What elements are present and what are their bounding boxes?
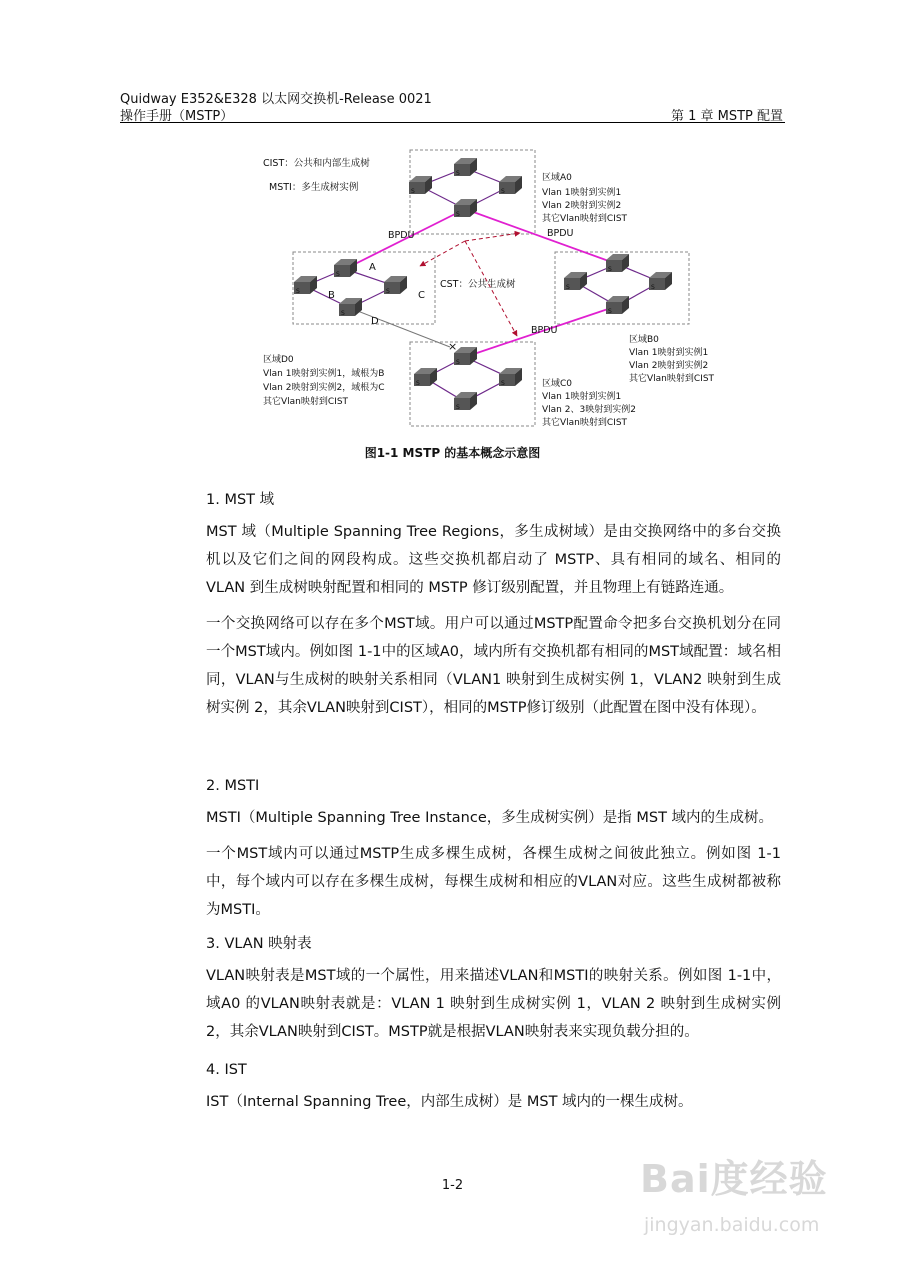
watermark-logo: Bai度经验: [640, 1157, 828, 1201]
cst-label: CST：公共生成树: [440, 279, 516, 290]
section-paragraph: MST 域（Multiple Spanning Tree Regions，多生成树域）是由交换网络中的多台交换机以及它们之间的网段构成。这些交换机都启动了 MSTP、具有相同的域名、相同的 VLAN 到生成树映射配置和相同的 MSTP 修订级别配置，并且物理上有链路连通。: [206, 524, 781, 596]
switch-d0-c: [384, 276, 407, 295]
svg-text:S: S: [411, 188, 415, 195]
section-paragraph: VLAN映射表是MST域的一个属性，用来描述VLAN和MSTI的映射关系。例如图 1-1中，域A0 的VLAN映射表就是：VLAN 1 映射到生成树实例 1，VLAN 2 映射到生成树实例 2，其余VLAN映射到CIST。MSTP就是根据VLAN映射表来实现负载分担的。: [206, 968, 781, 1040]
svg-text:S: S: [566, 284, 570, 291]
svg-text:S: S: [501, 188, 505, 195]
section-heading: 2. MSTI: [206, 778, 260, 794]
section-vlan-mapping: [206, 932, 781, 1054]
legend-cist: CIST：公共和内部生成树: [263, 158, 370, 169]
section-paragraph: 一个交换网络可以存在多个MST域。用户可以通过MSTP配置命令把多台交换机划分在同一个MST域内。例如图 1-1中的区域A0，域内所有交换机都有相同的MST域配置：域名相同，VLAN与生成树的映射关系相同（VLAN1 映射到生成树实例 1，VLAN2 映射到生成树实例 2，其余VLAN映射到CIST），相同的MSTP修订级别（此配置在图中没有体现）。: [206, 616, 781, 716]
svg-text:S: S: [456, 170, 460, 177]
node-c-label: C: [418, 290, 425, 301]
section-heading: 3. VLAN 映射表: [206, 936, 312, 952]
region-a0-text: 区域A0 Vlan 1映射到实例1 Vlan 2映射到实例2 其它Vlan映射到CIST: [542, 173, 628, 224]
svg-text:S: S: [416, 380, 420, 387]
svg-text:S: S: [608, 308, 612, 315]
switch-d0-a: [334, 259, 357, 278]
mstp-diagram: [255, 146, 715, 436]
figure-caption: 图1-1 MSTP 的基本概念示意图: [364, 446, 541, 460]
switch-c0-bottom: [454, 392, 477, 411]
section-paragraph: IST（Internal Spanning Tree，内部生成树）是 MST 域内的一棵生成树。: [206, 1094, 693, 1110]
node-d-label: D: [371, 316, 379, 327]
doc-subtitle: 操作手册（MSTP）: [120, 109, 234, 124]
chapter-title: 第 1 章 MSTP 配置: [670, 109, 783, 124]
switch-d0-b: [294, 276, 317, 295]
svg-text:S: S: [651, 284, 655, 291]
svg-text:S: S: [456, 404, 460, 411]
svg-text:S: S: [386, 288, 390, 295]
section-heading: 4. IST: [206, 1062, 247, 1078]
region-b0-text: 区域B0 Vlan 1映射到实例1 Vlan 2映射到实例2 其它Vlan映射到CIST: [629, 335, 715, 384]
switch-b0-right: [649, 272, 672, 291]
switch-c0-top: [454, 347, 477, 366]
svg-text:S: S: [608, 266, 612, 273]
switch-c0-right: [499, 368, 522, 387]
region-c0-text: 区域C0 Vlan 1映射到实例1 Vlan 2、3映射到实例2 其它Vlan映射到CIST: [542, 379, 636, 428]
page-number: 1-2: [441, 1178, 464, 1193]
node-a-label: A: [369, 262, 376, 273]
section-paragraph: 一个MST域内可以通过MSTP生成多棵生成树，各棵生成树之间彼此独立。例如图 1-1中，每个域内可以存在多棵生成树，每棵生成树和相应的VLAN对应。这些生成树都被称为MSTI。: [206, 846, 781, 918]
switch-b0-left: [564, 272, 587, 291]
section-ist: [206, 1058, 781, 1124]
bpdu-label-right: BPDU: [547, 228, 574, 239]
svg-text:S: S: [456, 211, 460, 218]
section-paragraph: MSTI（Multiple Spanning Tree Instance，多生成树实例）是指 MST 域内的生成树。: [206, 810, 774, 826]
blocked-port-mark: ×: [448, 340, 458, 353]
header-rule: [120, 122, 785, 123]
switch-b0-top: [606, 254, 629, 273]
watermark-url: jingyan.baidu.com: [644, 1214, 820, 1236]
switch-a0-left: [409, 176, 432, 195]
section-mst-region: [206, 488, 781, 730]
svg-text:S: S: [456, 359, 460, 366]
switch-d0-d: [339, 298, 362, 317]
section-msti: [206, 774, 781, 932]
switch-c0-left: [414, 368, 437, 387]
switch-b0-bottom: [606, 296, 629, 315]
svg-text:S: S: [296, 288, 300, 295]
doc-title: Quidway E352&E328 以太网交换机-Release 0021: [120, 92, 432, 107]
switch-a0-right: [499, 176, 522, 195]
bpdu-label-bottom: BPDU: [531, 325, 558, 336]
switch-a0-top: [454, 158, 477, 177]
legend-msti: MSTI：多生成树实例: [269, 182, 359, 193]
svg-text:S: S: [341, 310, 345, 317]
svg-text:S: S: [501, 380, 505, 387]
region-d0-text: 区域D0 Vlan 1映射到实例1，域根为B Vlan 2映射到实例2，域根为C 其它Vlan映射到CIST: [263, 355, 385, 407]
section-heading: 1. MST 域: [206, 492, 275, 508]
baidu-watermark: [640, 1148, 870, 1244]
node-b-label: B: [328, 290, 335, 301]
switch-a0-bottom: [454, 199, 477, 218]
bpdu-label-left: BPDU: [388, 230, 415, 241]
svg-text:S: S: [336, 271, 340, 278]
